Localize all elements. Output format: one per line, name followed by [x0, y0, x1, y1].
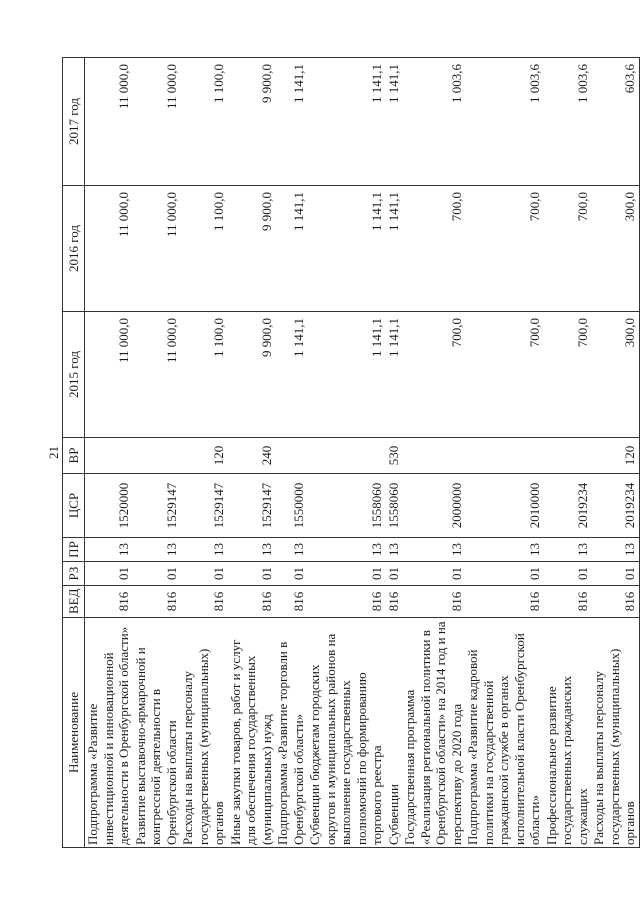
column-header: 2017 год: [63, 58, 85, 186]
amount-2016: 11 000,0: [85, 186, 133, 312]
amount-2017: 1 141,1: [275, 58, 307, 186]
amount-2016: 11 000,0: [133, 186, 181, 312]
amount-2017: 1 003,6: [402, 58, 465, 186]
page-number: 21: [46, 446, 61, 459]
row-name: Государственная программа «Реализация региональной политики в Оренбургской области» на 2014 год и на перспективу до 2020 года: [402, 618, 465, 848]
vr-cell: [544, 438, 592, 474]
ved-cell: 816: [85, 586, 133, 618]
ved-cell: 816: [544, 586, 592, 618]
csr-cell: 1558060: [307, 474, 386, 538]
rz-cell: 01: [228, 562, 276, 586]
rz-cell: 01: [133, 562, 181, 586]
column-header: ЦСР: [63, 474, 85, 538]
ved-cell: 816: [307, 586, 386, 618]
vr-cell: [402, 438, 465, 474]
table-row: [386, 58, 403, 848]
ved-cell: 816: [133, 586, 181, 618]
pr-cell: 13: [591, 538, 639, 562]
column-header: 2015 год: [63, 312, 85, 438]
column-header: ВР: [63, 438, 85, 474]
ved-cell: 816: [591, 586, 639, 618]
pr-cell: 13: [402, 538, 465, 562]
row-name: Субвенции бюджетам городских округов и муниципальных районов на выполнение государственных полномочий по формированию торгового реестра: [307, 618, 386, 848]
pr-cell: 13: [386, 538, 403, 562]
amount-2015: 11 000,0: [133, 312, 181, 438]
table-row: [544, 58, 592, 848]
amount-2015: 300,0: [591, 312, 639, 438]
vr-cell: [465, 438, 544, 474]
ved-cell: 816: [402, 586, 465, 618]
column-header: РЗ: [63, 562, 85, 586]
csr-cell: 2010000: [465, 474, 544, 538]
pr-cell: 13: [307, 538, 386, 562]
amount-2016: 1 100,0: [180, 186, 228, 312]
pr-cell: 13: [180, 538, 228, 562]
amount-2016: 1 141,1: [307, 186, 386, 312]
vr-cell: [85, 438, 133, 474]
table-row: [465, 58, 544, 848]
amount-2017: 603,6: [591, 58, 639, 186]
vr-cell: 120: [180, 438, 228, 474]
row-name: Подпрограмма «Развитие торговли в Оренбургской области»: [275, 618, 307, 848]
vr-cell: 530: [386, 438, 403, 474]
amount-2017: 9 900,0: [228, 58, 276, 186]
amount-2016: 1 141,1: [275, 186, 307, 312]
rz-cell: 01: [275, 562, 307, 586]
rz-cell: 01: [85, 562, 133, 586]
column-header: 2016 год: [63, 186, 85, 312]
row-name: Развитие выставочно-ярмарочной и конгрессной деятельности в Оренбургской области: [133, 618, 181, 848]
row-name: Подпрограмма «Развитие инвестиционной и инновационной деятельности в Оренбургской области»: [85, 618, 133, 848]
amount-2016: 700,0: [544, 186, 592, 312]
csr-cell: 1529147: [133, 474, 181, 538]
rz-cell: 01: [591, 562, 639, 586]
amount-2016: 700,0: [402, 186, 465, 312]
amount-2015: 1 141,1: [307, 312, 386, 438]
amount-2015: 1 100,0: [180, 312, 228, 438]
rz-cell: 01: [465, 562, 544, 586]
vr-cell: 120: [591, 438, 639, 474]
table-row: [133, 58, 181, 848]
csr-cell: 1529147: [228, 474, 276, 538]
row-name: Профессиональное развитие государственных гражданских служащих: [544, 618, 592, 848]
table-row: [228, 58, 276, 848]
table-row: [402, 58, 465, 848]
ved-cell: 816: [180, 586, 228, 618]
row-name: Расходы на выплаты персоналу государственных (муниципальных) органов: [591, 618, 639, 848]
rz-cell: 01: [180, 562, 228, 586]
budget-table: [62, 57, 640, 848]
ved-cell: 816: [275, 586, 307, 618]
column-header: ВЕД: [63, 586, 85, 618]
csr-cell: 2000000: [402, 474, 465, 538]
ved-cell: 816: [228, 586, 276, 618]
amount-2017: 11 000,0: [85, 58, 133, 186]
amount-2016: 700,0: [465, 186, 544, 312]
csr-cell: 1520000: [85, 474, 133, 538]
column-header: ПР: [63, 538, 85, 562]
csr-cell: 1550000: [275, 474, 307, 538]
amount-2015: 11 000,0: [85, 312, 133, 438]
pr-cell: 13: [228, 538, 276, 562]
amount-2017: 11 000,0: [133, 58, 181, 186]
table-header-row: [63, 58, 85, 848]
row-name: Субвенции: [386, 618, 403, 848]
pr-cell: 13: [133, 538, 181, 562]
vr-cell: 240: [228, 438, 276, 474]
amount-2015: 700,0: [402, 312, 465, 438]
column-header: Наименование: [63, 618, 85, 848]
amount-2015: 700,0: [544, 312, 592, 438]
pr-cell: 13: [85, 538, 133, 562]
ved-cell: 816: [465, 586, 544, 618]
csr-cell: 2019234: [591, 474, 639, 538]
row-name: Расходы на выплаты персоналу государственных (муниципальных) органов: [180, 618, 228, 848]
ved-cell: 816: [386, 586, 403, 618]
row-name: Иные закупки товаров, работ и услуг для обеспечения государственных (муниципальных) нужд: [228, 618, 276, 848]
rz-cell: 01: [386, 562, 403, 586]
csr-cell: 1529147: [180, 474, 228, 538]
amount-2016: 1 141,1: [386, 186, 403, 312]
vr-cell: [275, 438, 307, 474]
table-row: [307, 58, 386, 848]
pr-cell: 13: [544, 538, 592, 562]
csr-cell: 2019234: [544, 474, 592, 538]
csr-cell: 1558060: [386, 474, 403, 538]
amount-2015: 1 141,1: [275, 312, 307, 438]
amount-2015: 700,0: [465, 312, 544, 438]
amount-2015: 1 141,1: [386, 312, 403, 438]
row-name: Подпрограмма «Развитие кадровой политики на государственной гражданской службе в органах исполнительной власти Оренбургской области»: [465, 618, 544, 848]
amount-2016: 9 900,0: [228, 186, 276, 312]
amount-2017: 1 003,6: [465, 58, 544, 186]
table-row: [591, 58, 639, 848]
vr-cell: [307, 438, 386, 474]
table-row: [180, 58, 228, 848]
table-row: [85, 58, 133, 848]
amount-2017: 1 141,1: [307, 58, 386, 186]
pr-cell: 13: [465, 538, 544, 562]
rz-cell: 01: [402, 562, 465, 586]
amount-2017: 1 141,1: [386, 58, 403, 186]
vr-cell: [133, 438, 181, 474]
pr-cell: 13: [275, 538, 307, 562]
amount-2015: 9 900,0: [228, 312, 276, 438]
amount-2017: 1 100,0: [180, 58, 228, 186]
amount-2017: 1 003,6: [544, 58, 592, 186]
amount-2016: 300,0: [591, 186, 639, 312]
rz-cell: 01: [544, 562, 592, 586]
rz-cell: 01: [307, 562, 386, 586]
table-row: [275, 58, 307, 848]
